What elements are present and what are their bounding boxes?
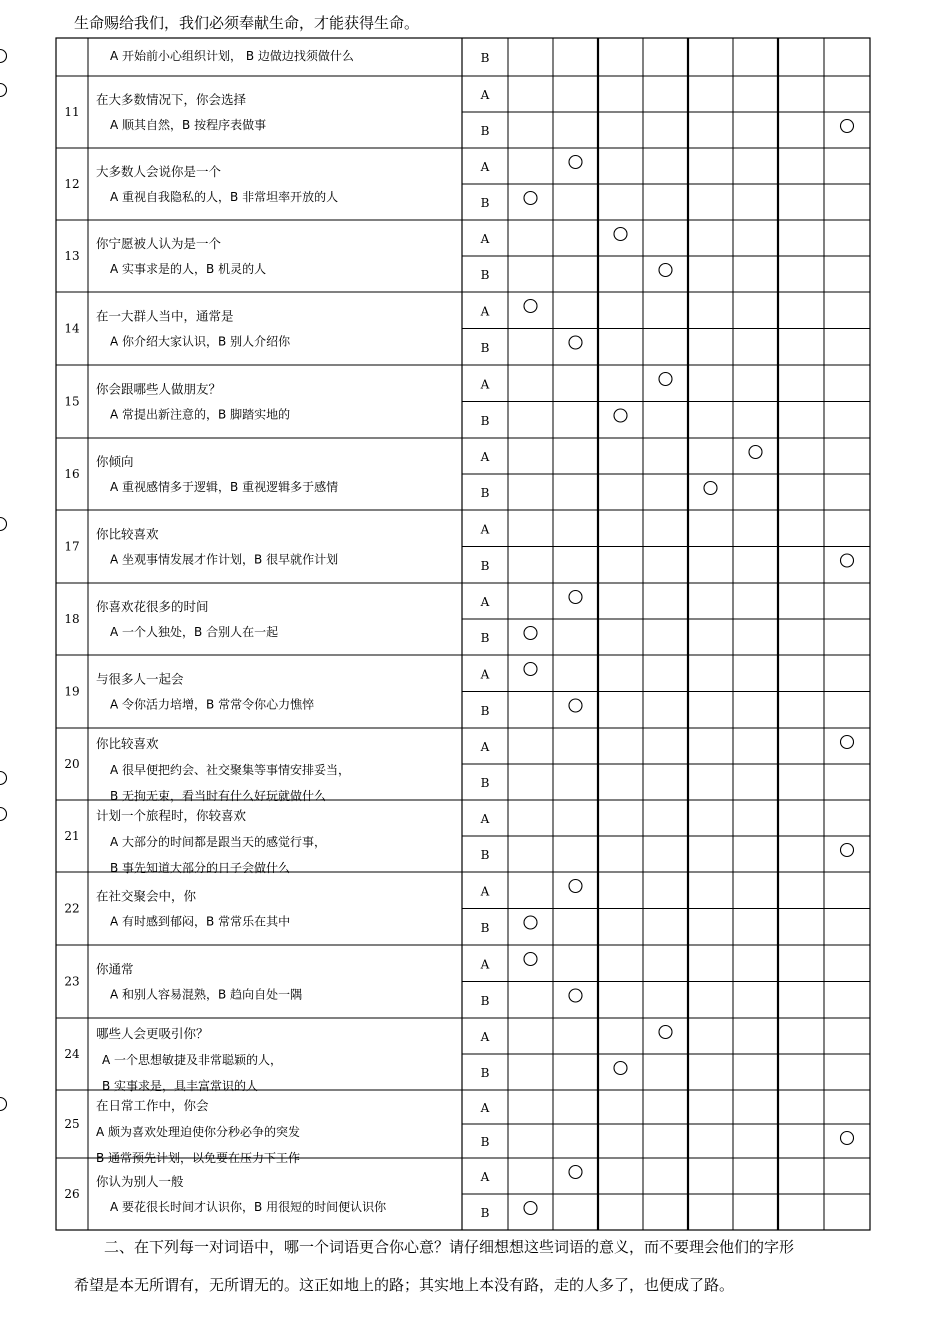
answer-mark-b <box>0 772 7 785</box>
answer-options: B 事先知道大部分的日子会做什么 <box>110 861 291 875</box>
answer-mark-a <box>749 446 762 459</box>
option-a-label: A <box>480 88 490 102</box>
answer-mark-a <box>569 156 582 169</box>
option-a-label: A <box>480 450 490 464</box>
option-b-label: B <box>480 920 490 935</box>
option-a-label: A <box>480 957 490 972</box>
answer-mark-a <box>841 736 854 749</box>
option-a-label: A <box>480 740 490 754</box>
answer-mark-b <box>841 844 854 857</box>
question-number: 26 <box>64 1187 80 1201</box>
option-a-label: A <box>480 160 490 174</box>
answer-mark-a <box>569 591 582 604</box>
question-number: 17 <box>64 539 80 554</box>
question-text: 你喜欢花很多的时间 <box>96 599 209 614</box>
answer-mark-a <box>0 84 7 97</box>
option-b-label: B <box>480 558 490 573</box>
answer-mark-a <box>524 953 537 966</box>
answer-options: A 令你活力培增，B 常常令你心力憔悴 <box>110 697 315 712</box>
question-text: 与很多人一起会 <box>96 671 184 687</box>
question-number: 24 <box>64 1047 80 1061</box>
header-text-line: 生命赐给我们，我们必须奉献生命，才能获得生命。 <box>74 14 420 32</box>
answer-mark-b <box>524 627 537 640</box>
question-text: 哪些人会更吸引你？ <box>96 1026 209 1041</box>
question-number: 25 <box>64 1117 80 1131</box>
footer-text-line: 希望是本无所谓有，无所谓无的。这正如地上的路；其实地上本没有路，走的人多了，也便成了路。 <box>74 1276 735 1294</box>
option-a-label: A <box>480 1101 490 1115</box>
answer-mark-a <box>569 880 582 893</box>
answer-options: A 要花很长时间才认识你，B 用很短的时间便认识你 <box>110 1200 387 1214</box>
answer-mark-b <box>569 989 582 1002</box>
option-b-label: B <box>480 703 490 718</box>
answer-options: A 重视自我隐私的人，B 非常坦率开放的人 <box>110 190 339 204</box>
answer-options: A 一个思想敏捷及非常聪颖的人， <box>102 1053 283 1067</box>
answer-mark-b <box>524 192 537 205</box>
answer-mark-b <box>841 554 854 567</box>
answer-options: A 常提出新注意的，B 脚踏实地的 <box>110 407 291 422</box>
answer-options: A 你介绍大家认识，B 别人介绍你 <box>110 334 291 349</box>
question-text: 在社交聚会中，你 <box>96 888 197 904</box>
option-b-label: B <box>480 340 490 355</box>
option-b-label: B <box>480 196 490 210</box>
answer-mark-a <box>659 373 672 386</box>
question-text: 你会跟哪些人做朋友？ <box>96 381 222 397</box>
question-text: 在大多数情况下，你会选择 <box>96 92 247 107</box>
option-a-label: A <box>480 232 490 246</box>
option-b-label: B <box>480 631 490 645</box>
answer-options: A 颇为喜欢处理迫使你分秒必争的突发 <box>96 1125 301 1139</box>
section-intro-text: 二、在下列每一对词语中，哪一个词语更合你心意？请仔细想想这些词语的意义，而不要理会他们的字形 <box>104 1238 795 1256</box>
option-a-label: A <box>480 1030 490 1044</box>
answer-options: A 重视感情多于逻辑，B 重视逻辑多于感情 <box>110 480 339 494</box>
question-number: 12 <box>64 177 80 191</box>
question-text: 你比较喜欢 <box>96 526 159 542</box>
answer-mark-a <box>569 1166 582 1179</box>
question-number: 16 <box>64 467 80 481</box>
answer-options: A 很早便把约会、社交聚集等事情安排妥当， <box>110 763 351 777</box>
question-number: 21 <box>64 829 80 843</box>
option-b-label: B <box>480 1135 490 1149</box>
question-number: 14 <box>64 321 80 336</box>
option-b-label: B <box>480 51 490 65</box>
option-b-label: B <box>480 124 490 138</box>
answer-mark-a <box>524 663 537 676</box>
answer-mark-b <box>841 120 854 133</box>
answer-options: A 一个人独处，B 合别人在一起 <box>110 625 279 639</box>
option-b-label: B <box>480 993 490 1008</box>
option-b-label: B <box>480 268 490 282</box>
question-text: 大多数人会说你是一个 <box>96 164 222 179</box>
answer-mark-b <box>659 264 672 277</box>
question-text: 你倾向 <box>96 454 134 469</box>
option-b-label: B <box>480 413 490 428</box>
answer-options: A 和别人容易混熟，B 趋向自处一隅 <box>110 987 303 1002</box>
option-a-label: A <box>480 667 490 682</box>
question-text: 你比较喜欢 <box>96 736 159 751</box>
answer-mark-a <box>659 1026 672 1039</box>
answer-options: A 开始前小心组织计划， B 边做边找须做什么 <box>110 49 354 63</box>
answer-mark-b <box>841 1132 854 1145</box>
answer-options: A 顺其自然，B 按程序表做事 <box>110 118 267 132</box>
question-text: 你认为别人一般 <box>96 1174 184 1189</box>
answer-mark-b <box>614 1062 627 1075</box>
question-text: 计划一个旅程时，你较喜欢 <box>96 808 247 823</box>
option-a-label: A <box>480 1170 490 1184</box>
answer-options: A 实事求是的人，B 机灵的人 <box>110 262 267 276</box>
answer-mark-b <box>524 916 537 929</box>
question-text: 你宁愿被人认为是一个 <box>96 236 222 251</box>
question-number: 18 <box>64 612 80 626</box>
option-b-label: B <box>480 776 490 790</box>
answer-mark-a <box>0 808 7 821</box>
answer-mark-b <box>569 699 582 712</box>
answer-options: B 通常预先计划，以免要在压力下工作 <box>96 1151 301 1165</box>
question-text: 你通常 <box>96 961 134 977</box>
question-number: 13 <box>64 249 80 263</box>
question-number: 19 <box>64 684 80 699</box>
option-b-label: B <box>480 486 490 500</box>
answer-mark-a <box>0 1098 7 1111</box>
question-number: 11 <box>64 105 80 119</box>
answer-mark-b <box>0 50 7 63</box>
answer-mark-a <box>614 228 627 241</box>
question-number: 22 <box>64 901 80 916</box>
answer-mark-b <box>569 336 582 349</box>
answer-mark-a <box>0 518 7 531</box>
option-a-label: A <box>480 812 490 826</box>
answer-mark-a <box>524 300 537 313</box>
question-number: 20 <box>64 757 80 771</box>
answer-options: A 坐观事情发展才作计划，B 很早就作计划 <box>110 552 339 567</box>
question-number: 23 <box>64 974 80 989</box>
answer-mark-b <box>524 1202 537 1215</box>
question-text: 在日常工作中，你会 <box>96 1098 209 1113</box>
option-a-label: A <box>480 377 490 392</box>
option-a-label: A <box>480 595 490 609</box>
answer-mark-b <box>704 482 717 495</box>
answer-options: B 无拘无束，看当时有什么好玩就做什么 <box>110 789 327 803</box>
option-a-label: A <box>480 304 490 319</box>
option-a-label: A <box>480 884 490 899</box>
question-text: 在一大群人当中，通常是 <box>96 308 234 324</box>
answer-options: A 有时感到郁闷，B 常常乐在其中 <box>110 914 291 929</box>
option-b-label: B <box>480 1066 490 1080</box>
option-a-label: A <box>480 522 490 537</box>
option-b-label: B <box>480 1206 490 1220</box>
answer-options: B 实事求是，具丰富常识的人 <box>102 1079 259 1093</box>
question-number: 15 <box>64 394 80 409</box>
answer-mark-b <box>614 409 627 422</box>
answer-options: A 大部分的时间都是跟当天的感觉行事， <box>110 835 327 849</box>
option-b-label: B <box>480 848 490 862</box>
